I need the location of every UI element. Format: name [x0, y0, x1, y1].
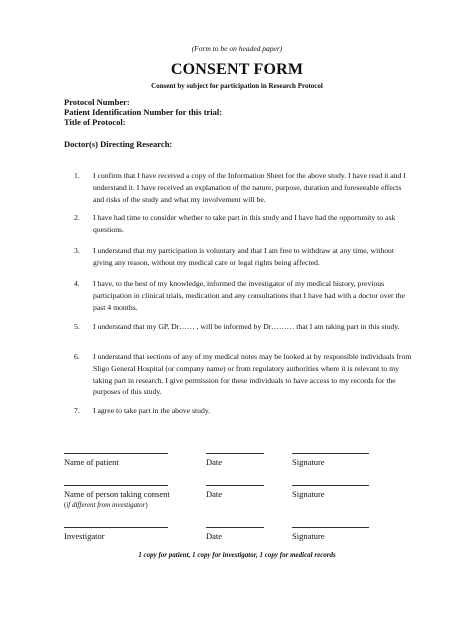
item-number: 6.	[74, 352, 80, 361]
patient-signature-line[interactable]	[292, 453, 369, 454]
form-title: CONSENT FORM	[170, 61, 304, 78]
form-subtitle: Consent by subject for participation in Research Protocol	[151, 82, 323, 90]
signature-label: Signature	[292, 457, 325, 467]
item-text: I agree to take part in the above study.	[93, 406, 211, 415]
item-number: 1.	[74, 171, 80, 180]
investigator-signature-line[interactable]	[292, 527, 369, 528]
paren-close: )	[145, 501, 148, 509]
date-label: Date	[206, 457, 223, 467]
date-label: Date	[206, 531, 223, 541]
paren-open: (	[64, 501, 67, 509]
if-different-note	[64, 501, 148, 509]
consent-taker-name-line[interactable]	[64, 485, 168, 486]
date-label: Date	[206, 489, 223, 499]
headed-paper-note: (Form to be on headed paper)	[191, 44, 283, 53]
item-number: 4.	[74, 279, 80, 288]
item-text: I have had time to consider whether to take part in this study and I have had the opportunity to ask questions.	[93, 213, 396, 234]
if-different-text: if different from investigator	[66, 501, 146, 509]
patient-date-line[interactable]	[206, 453, 264, 454]
consent-taker-signature-line[interactable]	[292, 485, 369, 486]
item-text: I have, to the best of my knowledge, informed the investigator of my medical history, previous participation in clinical trials, medication and any consultations that I have had with a doctor over the past 4 months.	[93, 279, 405, 312]
signature-label: Signature	[292, 531, 325, 541]
item-number: 2.	[74, 213, 80, 222]
item-number: 7.	[74, 406, 80, 415]
doctors-directing-label: Doctor(s) Directing Research:	[64, 139, 173, 149]
item-text: I understand that sections of any of my medical notes may be looked at by responsible individuals from Sligo General Hospital (or company name) or from regulatory authorities where it is relevant to my taking part in research. I give permission for these individuals to have access to my records for the purposes of this study.	[93, 352, 412, 397]
protocol-title-label: Title of Protocol:	[64, 117, 126, 127]
patient-name-line[interactable]	[64, 453, 168, 454]
consent-taker-date-line[interactable]	[206, 485, 264, 486]
patient-name-label: Name of patient	[64, 457, 119, 467]
item-text: I confirm that I have received a copy of the Information Sheet for the above study. I have read it and I understand it. I have received an explanation of the nature, purpose, duration and foreseeable effects and risks of the study and what my involvement will be.	[93, 171, 406, 204]
investigator-date-line[interactable]	[206, 527, 264, 528]
signature-label: Signature	[292, 489, 325, 499]
protocol-info	[64, 97, 222, 127]
consent-taker-label: Name of person taking consent	[64, 489, 170, 499]
copies-note: 1 copy for patient, 1 copy for investigator, 1 copy for medical records	[138, 551, 336, 559]
investigator-label: Investigator	[64, 531, 105, 541]
item-number: 3.	[74, 246, 80, 255]
patient-id-label: Patient Identification Number for this trial:	[64, 107, 223, 117]
item-text: I understand that my GP, Dr…… , will be informed by Dr……… that I am taking part in this study.	[93, 322, 400, 331]
investigator-name-line[interactable]	[64, 527, 168, 528]
protocol-number-label: Protocol Number:	[64, 97, 130, 107]
item-text: I understand that my participation is voluntary and that I am free to withdraw at any time, without giving any reason, without my medical care or legal rights being affected.	[93, 246, 395, 267]
item-number: 5.	[74, 322, 80, 331]
